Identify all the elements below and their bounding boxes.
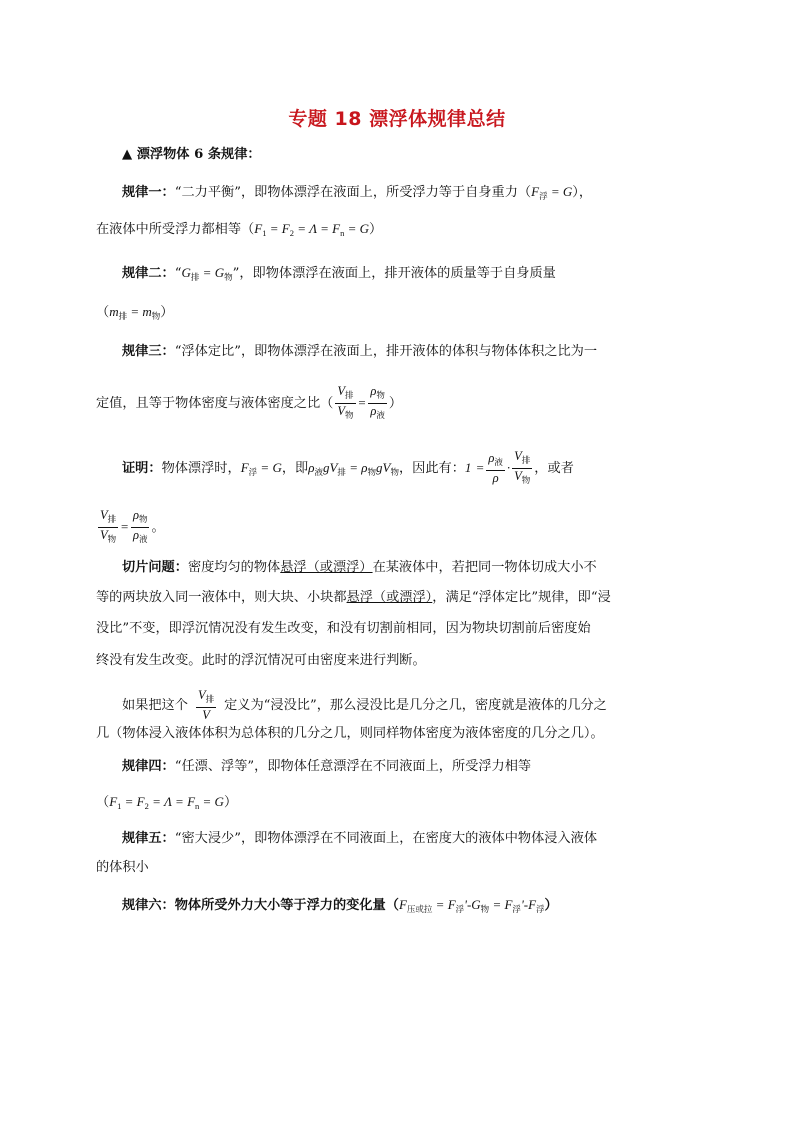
formula-f-eq-g: $F_浮 = G$	[531, 184, 573, 201]
rule-1-text: “二力平衡”，即物体漂浮在液面上，所受浮力等于自身重力（	[174, 185, 532, 200]
slice-line-4: 终没有发生改变。此时的浮沉情况可由密度来进行判断。	[96, 653, 426, 668]
formula-buoyancy-eq: $\rho_液gV_排 = \rho_物gV_物$	[308, 460, 399, 477]
ratio-line-2: 几（物体浸入液体体积为总体积的几分之几，则同样物体密度为液体密度的几分之几）。	[96, 726, 604, 741]
page-title: 专题 18 漂浮体规律总结	[288, 108, 506, 130]
rule-6: 规律六：物体所受外力大小等于浮力的变化量$(F_{压或拉} = F_浮'-G_物 = F_浮'-F_浮)$	[122, 897, 558, 914]
rule-5: 规律五：“密大浸少”，即物体漂浮在不同液面上，在密度大的液体中物体浸入液体	[122, 831, 598, 846]
rule-1: 规律一：“二力平衡”，即物体漂浮在液面上，所受浮力等于自身重力$(F_浮 = G)$，	[122, 184, 593, 201]
rule-2-line-2: $(m_排 = m_物)$	[96, 304, 174, 321]
formula-g-pai-eq-g-wu: $G_排 = G_物$	[181, 265, 233, 282]
rule-1-line-2: 在液体中所受浮力都相等$(F_1 = F_2 = \Lambda = F_n = G)$	[96, 221, 383, 238]
rule-3: 规律三：“浮体定比”，即物体漂浮在液面上，排开液体的体积与物体体积之比为一	[122, 344, 598, 359]
formula-m-pai-eq-m-wu: $m_排 = m_物$	[109, 304, 161, 321]
fraction-rho-ratio: $\frac{\rho_物}{\rho_液}$	[370, 384, 385, 420]
slice-line-3: 没比”不变，即浮沉情况没有发生改变，和没有切割前相同，因为物块切割前后密度始	[96, 621, 591, 636]
fraction-v-ratio: $\frac{V_排}{V_物}$	[337, 384, 354, 420]
ratio-definition: 如果把这个 $\frac{V_排}{V}$ 定义为“浸没比”，那么浸没比是几分之几，密度就是液体的几分之	[122, 688, 607, 722]
rule-5-line-2: 的体积小	[96, 860, 149, 875]
rule-4: 规律四：“任漂、浮等”，即物体任意漂浮在不同液面上，所受浮力相等	[122, 759, 532, 774]
proof-line: 证明：物体漂浮时，$F_浮 = G$，即$\rho_液gV_排 = \rho_物gV_物$，因此有：1 = $\frac{\rho_液}{\rho}$ · $\frac{V_排}{V_物}$ ，或者	[122, 449, 574, 485]
rule-2: 规律二：“$G_排 = G_物$”，即物体漂浮在液面上，排开液体的质量等于自身质量	[122, 265, 556, 282]
rule-3-line-2: 定值，且等于物体密度与液体密度之比（ $\frac{V_排}{V_物}$ = $\frac{\rho_物}{\rho_液}$ ）	[96, 384, 700, 423]
section-heading: ▲ 漂浮物体 6 条规律：	[122, 147, 261, 162]
slice-problem: 切片问题：密度均匀的物体悬浮（或漂浮）在某液体中，若把同一物体切成大小不	[122, 560, 597, 575]
proof-line-2: $\frac{V_排}{V_物}$ = $\frac{\rho_物}{\rho_液}$ 。	[100, 508, 165, 544]
formula-external-force: $F_{压或拉} = F_浮'-G_物 = F_浮'-F_浮$	[398, 897, 545, 914]
rule-4-line-2: $(F_1 = F_2 = \Lambda = F_n = G)$	[96, 794, 238, 811]
rule-1-label: 规律一：	[122, 185, 175, 200]
formula-forces-equal: $F_1 = F_2 = \Lambda = F_n = G$	[254, 221, 369, 238]
slice-line-2: 等的两块放入同一液体中，则大块、小块都悬浮（或漂浮），满足“浮体定比”规律，即“浸	[96, 590, 611, 605]
